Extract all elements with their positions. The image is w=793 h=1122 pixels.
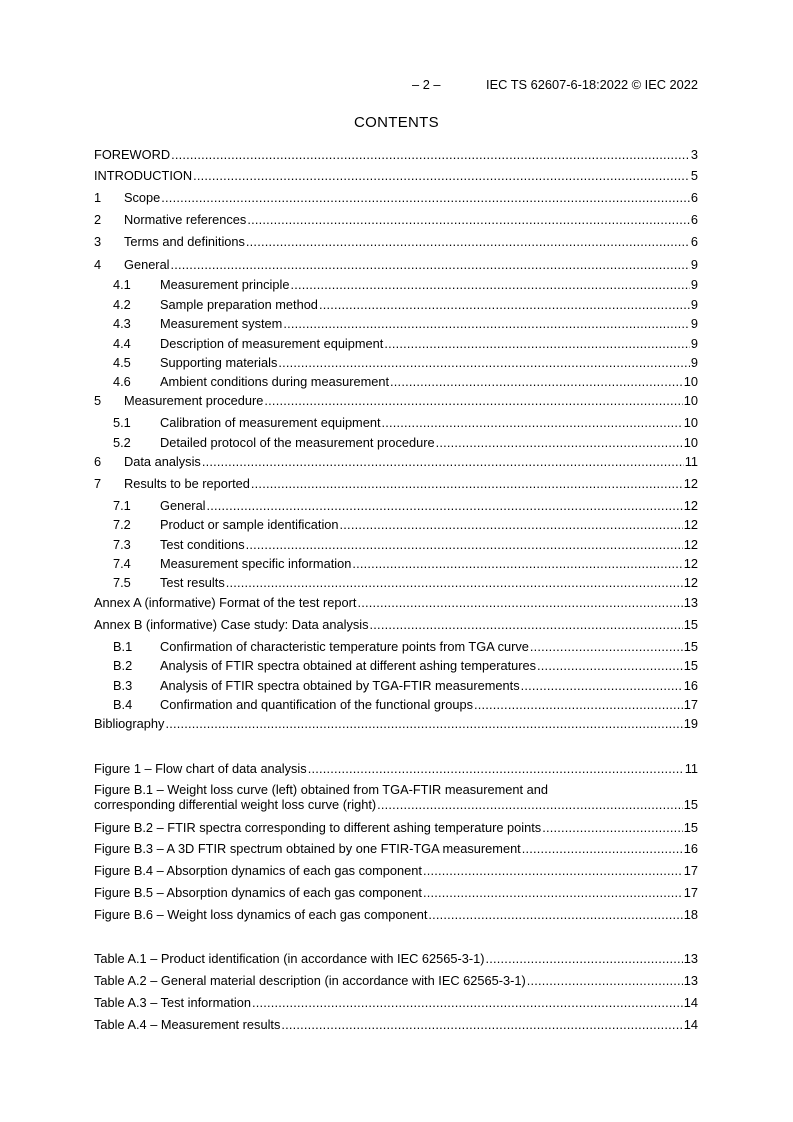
toc-entry-page: 9 <box>690 336 698 351</box>
toc-entry-number: 5.2 <box>113 435 131 450</box>
toc-entry-page: 6 <box>690 190 698 205</box>
table-entry-page: 13 <box>683 951 698 966</box>
toc-entry-page: 10 <box>683 435 698 450</box>
toc-entry-number: 1 <box>94 190 102 205</box>
toc-entry-text: Sample preparation method <box>160 297 318 312</box>
toc-entry-page: 10 <box>683 393 698 408</box>
toc-entry-page: 12 <box>683 556 698 571</box>
toc-entry-text: Annex A (informative) Format of the test report <box>94 595 357 610</box>
toc-entry-text: Data analysis <box>124 454 201 469</box>
toc-entry-page: 9 <box>690 257 698 272</box>
toc-entry-number: 4.1 <box>113 277 131 292</box>
toc-entry-number: 4 <box>94 257 102 272</box>
toc-entry-text: Results to be reported <box>124 476 250 491</box>
toc-entry[interactable] <box>94 393 698 408</box>
figure-entry[interactable] <box>94 782 698 812</box>
toc-entry-number: B.4 <box>113 697 133 712</box>
toc-entry-number: 7 <box>94 476 102 491</box>
toc-entry-number: B.2 <box>113 658 133 673</box>
figure-entry[interactable] <box>94 907 698 922</box>
toc-entry[interactable] <box>113 517 698 532</box>
toc-entry-number: B.1 <box>113 639 133 654</box>
toc-entry[interactable] <box>113 355 698 370</box>
page-header <box>412 77 698 92</box>
toc-entry-page: 9 <box>690 277 698 292</box>
toc-entry-text: Product or sample identification <box>160 517 339 532</box>
toc-entry-number: 4.3 <box>113 316 131 331</box>
toc-entry-number: 2 <box>94 212 102 227</box>
toc-entry-text: Detailed protocol of the measurement procedure <box>160 435 435 450</box>
toc-entry-text: Measurement principle <box>160 277 290 292</box>
toc-entry-page: 10 <box>683 415 698 430</box>
toc-entry-page: 17 <box>683 697 698 712</box>
table-entry-page: 13 <box>683 973 698 988</box>
toc-entry[interactable] <box>113 498 698 513</box>
figure-entry-text: Figure B.5 – Absorption dynamics of each gas component <box>94 885 422 900</box>
toc-entry-text: Terms and definitions <box>124 234 245 249</box>
toc-entry-page: 10 <box>683 374 698 389</box>
toc-entry[interactable] <box>113 277 698 292</box>
toc-entry-page: 9 <box>690 355 698 370</box>
toc-entry[interactable] <box>94 716 698 731</box>
toc-entry-text: Measurement procedure <box>124 393 264 408</box>
toc-entry-number: 4.2 <box>113 297 131 312</box>
toc-entry-page: 12 <box>683 537 698 552</box>
figure-entry[interactable] <box>94 841 698 856</box>
toc-entry[interactable] <box>94 476 698 491</box>
toc-entry-number: 4.4 <box>113 336 131 351</box>
toc-entry[interactable] <box>113 537 698 552</box>
toc-entry-page: 12 <box>683 575 698 590</box>
toc-entry-number: 5 <box>94 393 102 408</box>
toc-entry[interactable] <box>113 556 698 571</box>
table-entry[interactable] <box>94 1017 698 1032</box>
toc-entry-number: 7.4 <box>113 556 131 571</box>
toc-entry-page: 6 <box>690 212 698 227</box>
toc-entry[interactable] <box>113 435 698 450</box>
contents-title: CONTENTS <box>354 114 439 131</box>
toc-entry-text: Measurement specific information <box>160 556 352 571</box>
figure-entry-page: 18 <box>683 907 698 922</box>
table-entry[interactable] <box>94 973 698 988</box>
toc-entry-text: FOREWORD <box>94 147 171 162</box>
toc-entry-text: Calibration of measurement equipment <box>160 415 381 430</box>
toc-entry-page: 11 <box>684 454 698 469</box>
toc-entry[interactable] <box>94 234 698 249</box>
toc-entry-number: 7.2 <box>113 517 131 532</box>
toc-entry-page: 9 <box>690 297 698 312</box>
figure-entry-text: Figure 1 – Flow chart of data analysis <box>94 761 307 776</box>
page-number-label: – 2 – <box>412 77 441 92</box>
figure-entry-page: 16 <box>683 841 698 856</box>
toc-entry-page: 13 <box>683 595 698 610</box>
toc-entry-text: Confirmation of characteristic temperature points from TGA curve <box>160 639 529 654</box>
document-id: IEC TS 62607-6-18:2022 © IEC 2022 <box>486 77 698 92</box>
toc-entry-number: 4.5 <box>113 355 131 370</box>
figure-entry-page: 15 <box>683 797 698 812</box>
table-entry[interactable] <box>94 995 698 1010</box>
toc-entry-text: Bibliography <box>94 716 165 731</box>
toc-entry-page: 12 <box>683 498 698 513</box>
toc-entry[interactable] <box>113 678 698 693</box>
toc-entry-number: 5.1 <box>113 415 131 430</box>
toc-entry-text: INTRODUCTION <box>94 168 193 183</box>
toc-entry[interactable] <box>113 316 698 331</box>
toc-entry-text: Test conditions <box>160 537 245 552</box>
toc-entry[interactable] <box>94 190 698 205</box>
toc-entry-page: 5 <box>690 168 698 183</box>
toc-entry-text: Scope <box>124 190 161 205</box>
toc-entry-text: Description of measurement equipment <box>160 336 384 351</box>
toc-entry-text: Supporting materials <box>160 355 278 370</box>
table-entry[interactable] <box>94 951 698 966</box>
toc-entry-page: 15 <box>683 658 698 673</box>
toc-entry[interactable] <box>113 575 698 590</box>
toc-entry-text: Analysis of FTIR spectra obtained at different ashing temperatures <box>160 658 537 673</box>
figure-entry-text: Figure B.6 – Weight loss dynamics of each gas component <box>94 907 428 922</box>
toc-entry[interactable] <box>113 658 698 673</box>
figure-entry-text-continued: corresponding differential weight loss curve (right) <box>94 797 377 812</box>
figure-entry-text: Figure B.2 – FTIR spectra corresponding to different ashing temperature points <box>94 820 542 835</box>
toc-entry[interactable] <box>113 697 698 712</box>
figure-entry-text: Figure B.4 – Absorption dynamics of each gas component <box>94 863 422 878</box>
figure-entry[interactable] <box>94 820 698 835</box>
table-entry-text: Table A.4 – Measurement results <box>94 1017 281 1032</box>
toc-entry-number: 7.1 <box>113 498 131 513</box>
toc-entry[interactable] <box>113 336 698 351</box>
toc-entry-text: Test results <box>160 575 225 590</box>
toc-entry-page: 16 <box>683 678 698 693</box>
toc-entry[interactable] <box>94 617 698 632</box>
toc-entry-page: 6 <box>690 234 698 249</box>
table-entry-page: 14 <box>683 1017 698 1032</box>
toc-entry[interactable] <box>94 595 698 610</box>
toc-entry[interactable] <box>113 639 698 654</box>
toc-entry-page: 12 <box>683 517 698 532</box>
figure-entry-text: Figure B.3 – A 3D FTIR spectrum obtained by one FTIR-TGA measurement <box>94 841 521 856</box>
toc-entry-text: Measurement system <box>160 316 283 331</box>
toc-entry-text: General <box>124 257 170 272</box>
toc-entry-text: Ambient conditions during measurement <box>160 374 390 389</box>
toc-entry-number: 3 <box>94 234 102 249</box>
toc-entry[interactable] <box>94 454 698 469</box>
toc-entry-page: 15 <box>683 617 698 632</box>
toc-entry[interactable] <box>94 212 698 227</box>
toc-entry-text: Annex B (informative) Case study: Data analysis <box>94 617 369 632</box>
table-entry-text: Table A.1 – Product identification (in accordance with IEC 62565-3-1) <box>94 951 485 966</box>
table-entry-text: Table A.3 – Test information <box>94 995 251 1010</box>
table-entry-text: Table A.2 – General material description (in accordance with IEC 62565-3-1) <box>94 973 526 988</box>
toc-entry[interactable] <box>94 147 698 162</box>
table-entry-page: 14 <box>683 995 698 1010</box>
toc-entry[interactable] <box>94 168 698 183</box>
toc-entry-number: 6 <box>94 454 102 469</box>
toc-entry-text: General <box>160 498 206 513</box>
figure-entry[interactable] <box>94 863 698 878</box>
figure-entry-page: 17 <box>683 885 698 900</box>
toc-entry-text: Normative references <box>124 212 247 227</box>
toc-entry-page: 9 <box>690 316 698 331</box>
toc-entry[interactable] <box>113 415 698 430</box>
toc-entry-text: Analysis of FTIR spectra obtained by TGA-FTIR measurements <box>160 678 520 693</box>
toc-entry[interactable] <box>113 374 698 389</box>
toc-entry-number: B.3 <box>113 678 133 693</box>
figure-entry[interactable] <box>94 885 698 900</box>
figure-entry-page: 17 <box>683 863 698 878</box>
toc-entry[interactable] <box>94 257 698 272</box>
toc-entry-number: 4.6 <box>113 374 131 389</box>
figure-entry-page: 11 <box>684 761 698 776</box>
toc-entry-page: 19 <box>683 716 698 731</box>
figure-entry-page: 15 <box>683 820 698 835</box>
toc-entry-number: 7.3 <box>113 537 131 552</box>
toc-entry[interactable] <box>113 297 698 312</box>
toc-entry-page: 15 <box>683 639 698 654</box>
toc-entry-number: 7.5 <box>113 575 131 590</box>
figure-entry-text: Figure B.1 – Weight loss curve (left) obtained from TGA-FTIR measurement and <box>94 782 548 797</box>
toc-entry-text: Confirmation and quantification of the functional groups <box>160 697 474 712</box>
figure-entry[interactable] <box>94 761 698 776</box>
toc-entry-page: 12 <box>683 476 698 491</box>
toc-entry-page: 3 <box>690 147 698 162</box>
